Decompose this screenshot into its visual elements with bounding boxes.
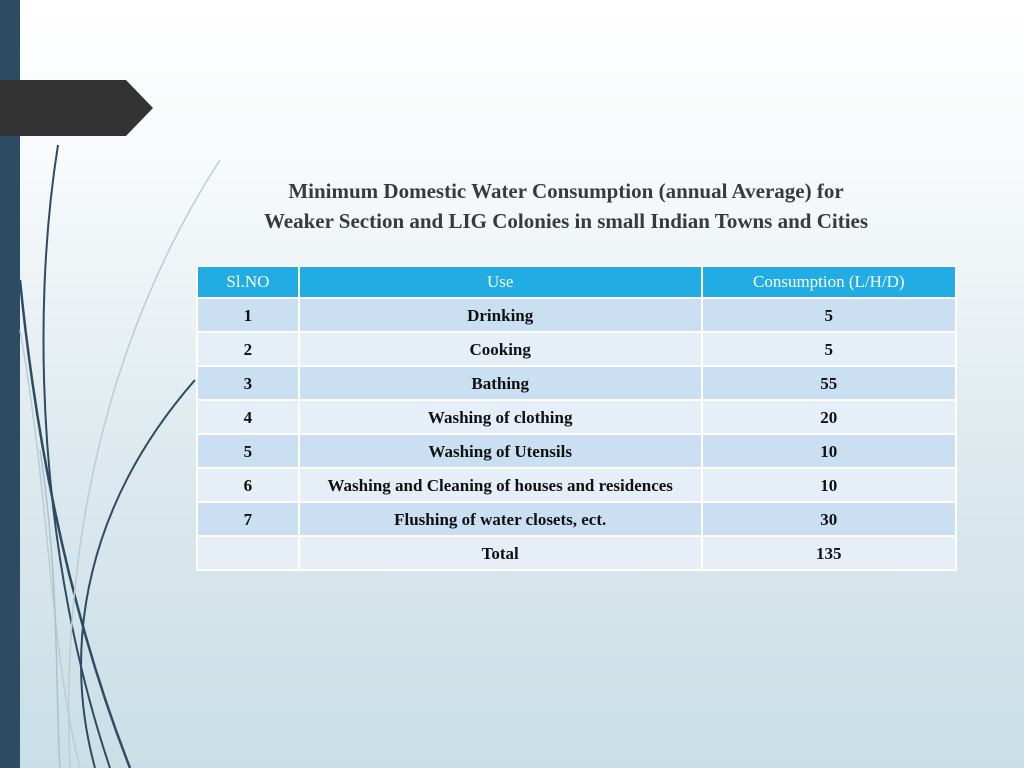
table-header-row [197,266,956,298]
cell-consumption: 5 [702,332,956,366]
table-total-row [197,536,956,570]
title-line-1: Minimum Domestic Water Consumption (annual Average) for [288,179,844,203]
cell-use: Washing of Utensils [299,434,702,468]
cell-sl-no: 7 [197,502,299,536]
table-row [197,468,956,502]
cell-consumption: 10 [702,434,956,468]
title-line-2: Weaker Section and LIG Colonies in small Indian Towns and Cities [263,209,869,233]
header-consumption: Consumption (L/H/D) [702,266,956,298]
slide-title [196,176,936,236]
cell-sl-no: 3 [197,366,299,400]
header-sl-no: Sl.NO [197,266,299,298]
cell-use: Flushing of water closets, ect. [299,502,702,536]
cell-consumption: 20 [702,400,956,434]
cell-total-label: Total [299,536,702,570]
table-row [197,434,956,468]
cell-consumption: 30 [702,502,956,536]
table-row [197,366,956,400]
cell-sl-no: 1 [197,298,299,332]
cell-sl-no: 4 [197,400,299,434]
table-row [197,400,956,434]
cell-sl-no: 5 [197,434,299,468]
cell-consumption: 5 [702,298,956,332]
table-row [197,502,956,536]
table-row [197,332,956,366]
cell-use: Bathing [299,366,702,400]
cell-total-value: 135 [702,536,956,570]
header-use: Use [299,266,702,298]
cell-use: Washing of clothing [299,400,702,434]
cell-use: Cooking [299,332,702,366]
table-row [197,298,956,332]
cell-consumption: 10 [702,468,956,502]
cell-sl-no: 2 [197,332,299,366]
cell-sl-no [197,536,299,570]
cell-use: Washing and Cleaning of houses and residences [299,468,702,502]
arrow-tab [0,80,153,136]
cell-use: Drinking [299,298,702,332]
cell-consumption: 55 [702,366,956,400]
cell-sl-no: 6 [197,468,299,502]
water-consumption-table [196,265,957,571]
